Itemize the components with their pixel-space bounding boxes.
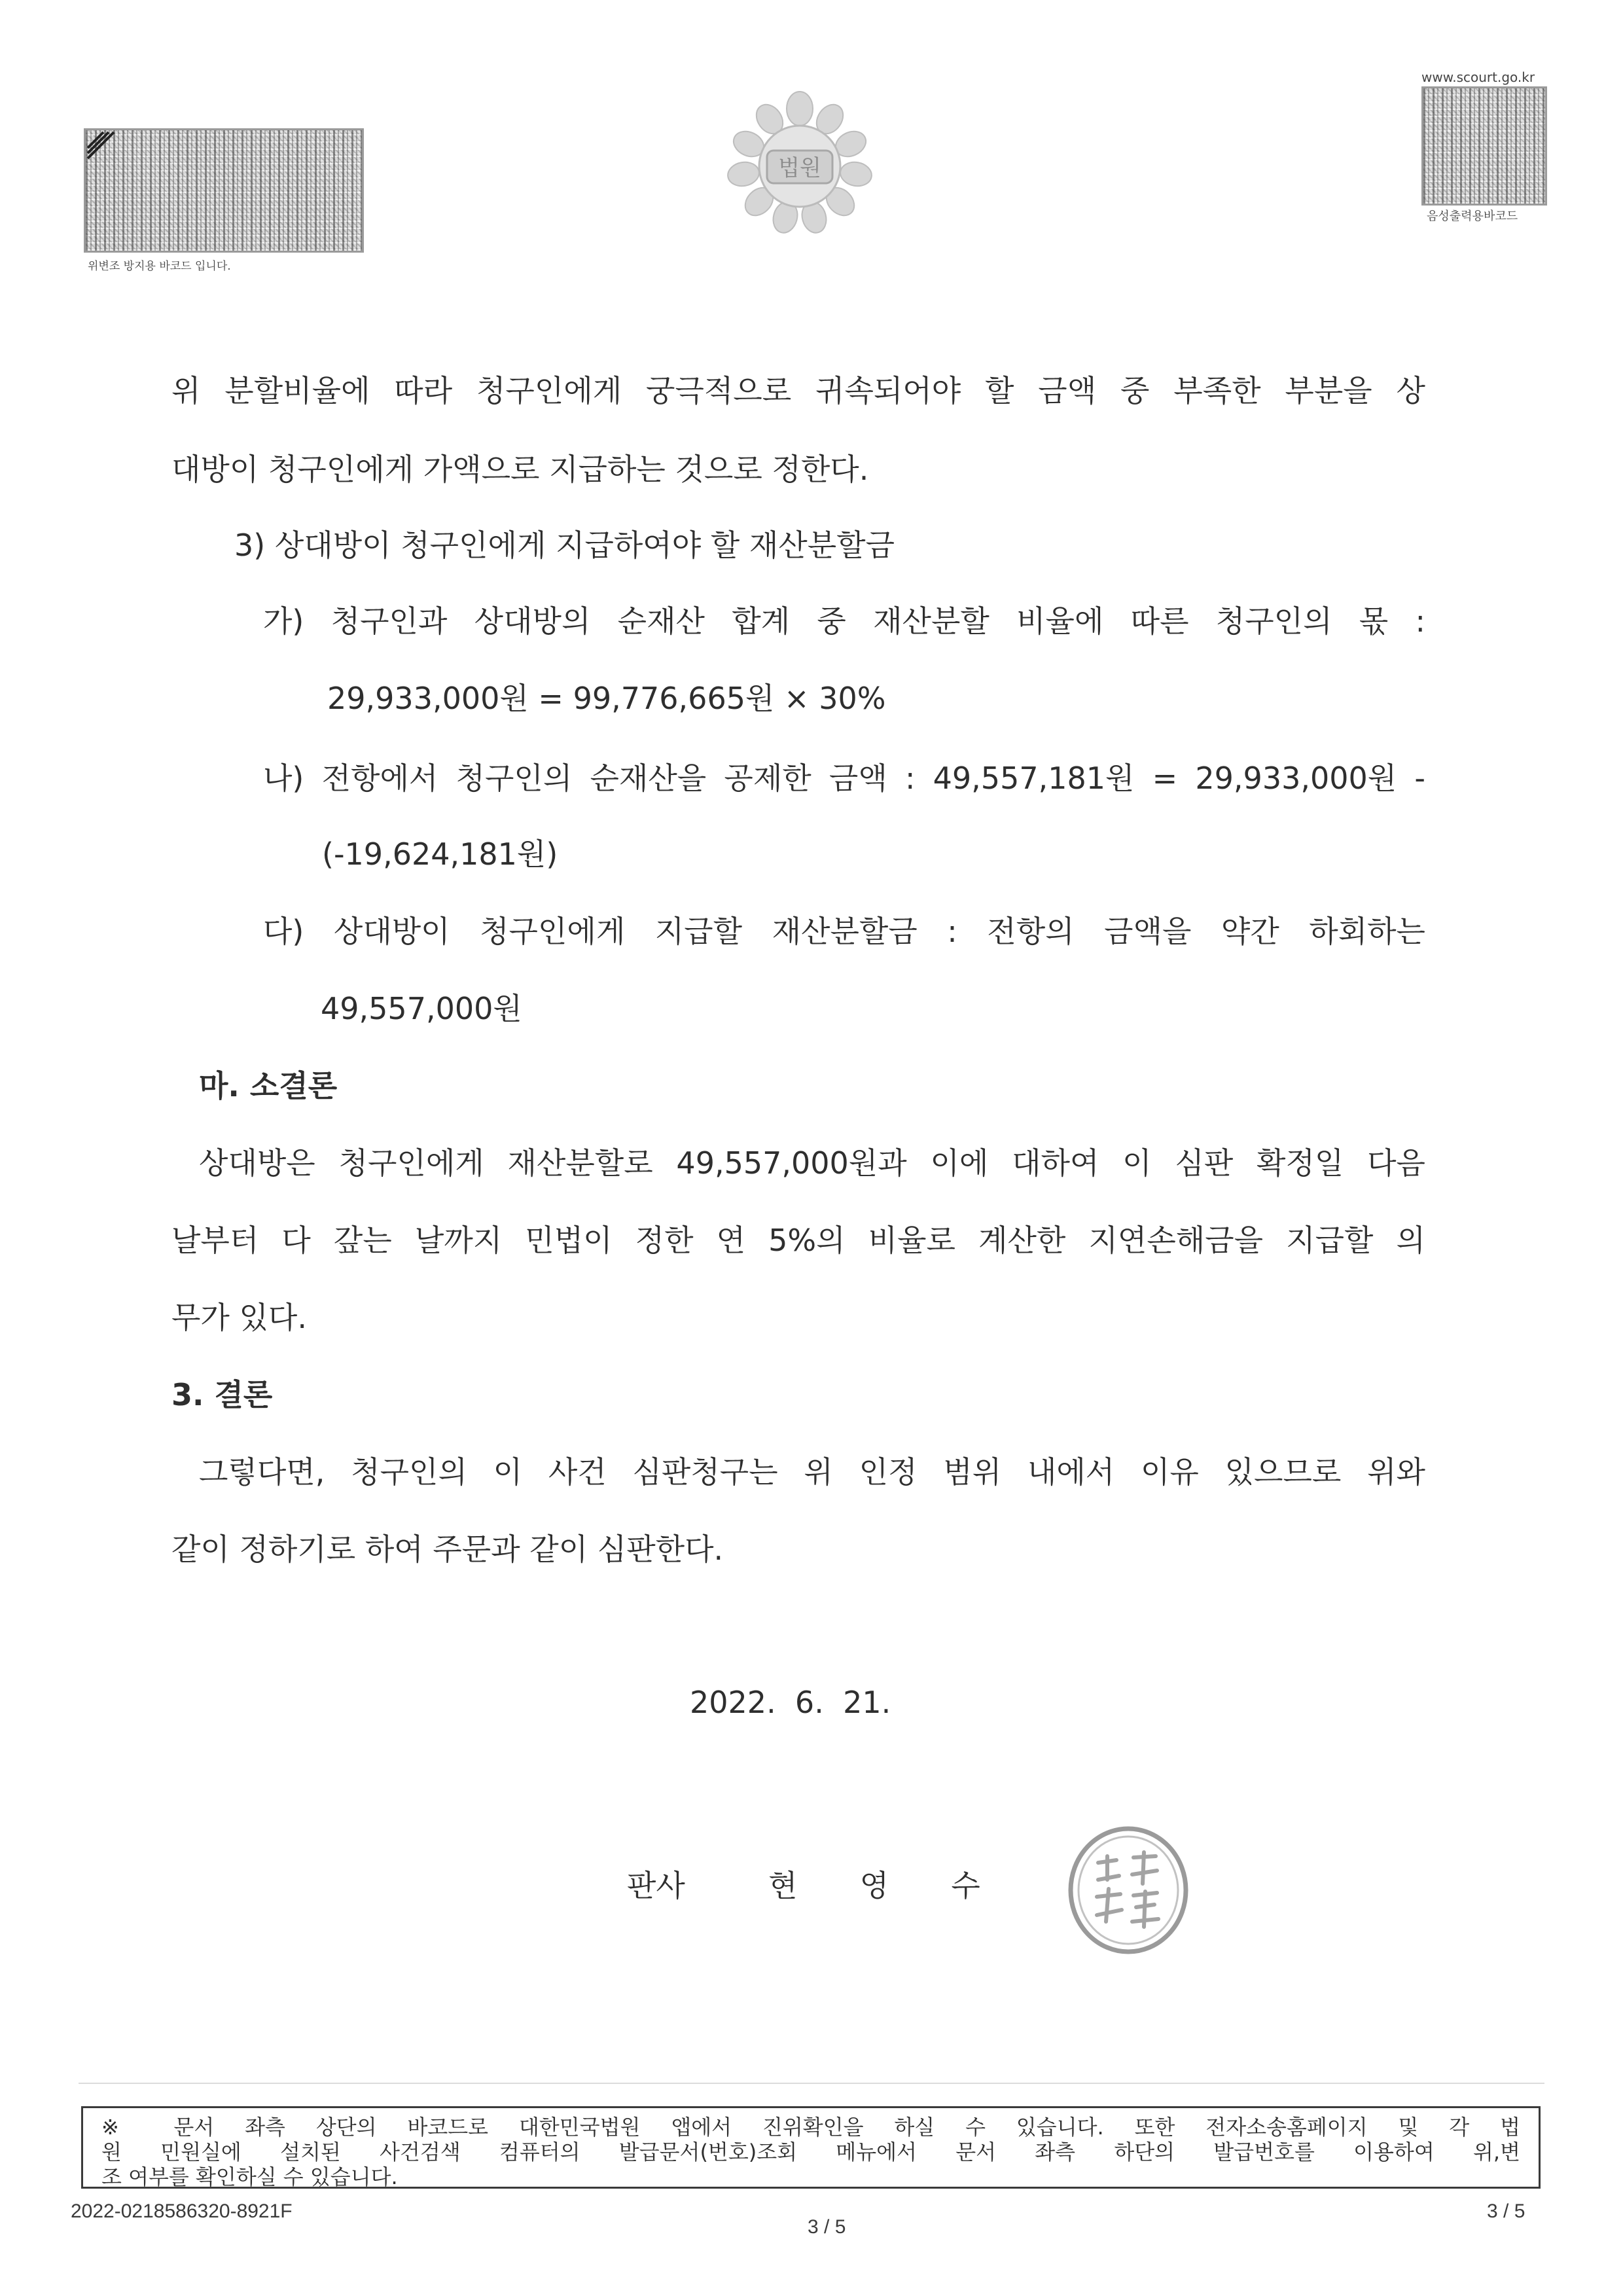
notice-line: 조 여부를 확인하실 수 있습니다. <box>101 2164 398 2189</box>
list-item-da-amount: 49,557,000원 <box>321 991 522 1026</box>
forgery-barcode-caption: 위변조 방지용 바코드 입니다. <box>88 260 231 273</box>
decision-date: 2022. 6. 21. <box>690 1685 891 1720</box>
paragraph-line: 무가 있다. <box>171 1300 307 1335</box>
list-item-ga-formula: 29,933,000원 = 99,776,665원 × 30% <box>327 681 886 716</box>
paragraph-line: 상대방은 청구인에게 재산분할로 49,557,000원과 이에 대하여 이 심판 확정일 다음 <box>199 1145 1425 1181</box>
paragraph-line: 날부터 다 갚는 날까지 민법이 정한 연 5%의 비율로 계산한 지연손해금을 지급할 의 <box>171 1223 1425 1258</box>
voice-output-barcode <box>1421 86 1547 206</box>
paragraph-line: 대방이 청구인에게 가액으로 지급하는 것으로 정한다. <box>171 452 869 487</box>
judge-name: 현 영 수 <box>768 1868 995 1903</box>
issue-number: 2022-0218586320-8921F <box>71 2200 293 2222</box>
forgery-barcode <box>84 128 364 253</box>
footer-divider <box>79 2083 1544 2084</box>
verification-notice <box>81 2106 1541 2189</box>
judge-title: 판사 <box>627 1868 685 1903</box>
emblem-text: 법원 <box>778 155 821 181</box>
court-emblem-icon <box>722 89 877 237</box>
page-number-right: 3 / 5 <box>1487 2200 1525 2222</box>
list-item-na-continuation: (-19,624,181원) <box>322 836 558 872</box>
corner-mark-icon <box>86 131 115 160</box>
paragraph-line: 같이 정하기로 하여 주문과 같이 심판한다. <box>171 1532 724 1567</box>
list-item-da: 다) 상대방이 청구인에게 지급할 재산분할금 : 전항의 금액을 약간 하회하는 <box>263 914 1425 949</box>
subsection-heading: 3) 상대방이 청구인에게 지급하여야 할 재산분할금 <box>234 528 895 563</box>
paragraph-line: 그렇다면, 청구인의 이 사건 심판청구는 위 인정 범위 내에서 이유 있으므로 위와 <box>199 1454 1425 1490</box>
scourt-url: www.scourt.go.kr <box>1421 69 1535 85</box>
notice-line: 원 민원실에 설치된 사건검색 컴퓨터의 발급문서(번호)조회 메뉴에서 문서 좌측 하단의 발급번호를 이용하여 위,변 <box>101 2140 1520 2164</box>
judge-seal-icon <box>1065 1823 1191 1957</box>
section-heading-conclusion: 3. 결론 <box>171 1377 273 1412</box>
voice-barcode-caption: 음성출력용바코드 <box>1427 209 1518 223</box>
notice-line: ※ 문서 좌측 상단의 바코드로 대한민국법원 앱에서 진위확인을 하실 수 있습니다. 또한 전자소송홈페이지 및 각 법 <box>101 2115 1520 2140</box>
paragraph-line: 위 분할비율에 따라 청구인에게 궁극적으로 귀속되어야 할 금액 중 부족한 부분을 상 <box>171 373 1425 408</box>
list-item-ga: 가) 청구인과 상대방의 순재산 합계 중 재산분할 비율에 따른 청구인의 몫 : <box>263 603 1425 639</box>
section-heading-ma: 마. 소결론 <box>199 1068 338 1103</box>
page-number-center: 3 / 5 <box>808 2216 846 2238</box>
list-item-na: 나) 전항에서 청구인의 순재산을 공제한 금액 : 49,557,181원 = 29,933,000원 - <box>263 761 1425 796</box>
barcode-pattern <box>84 128 364 253</box>
